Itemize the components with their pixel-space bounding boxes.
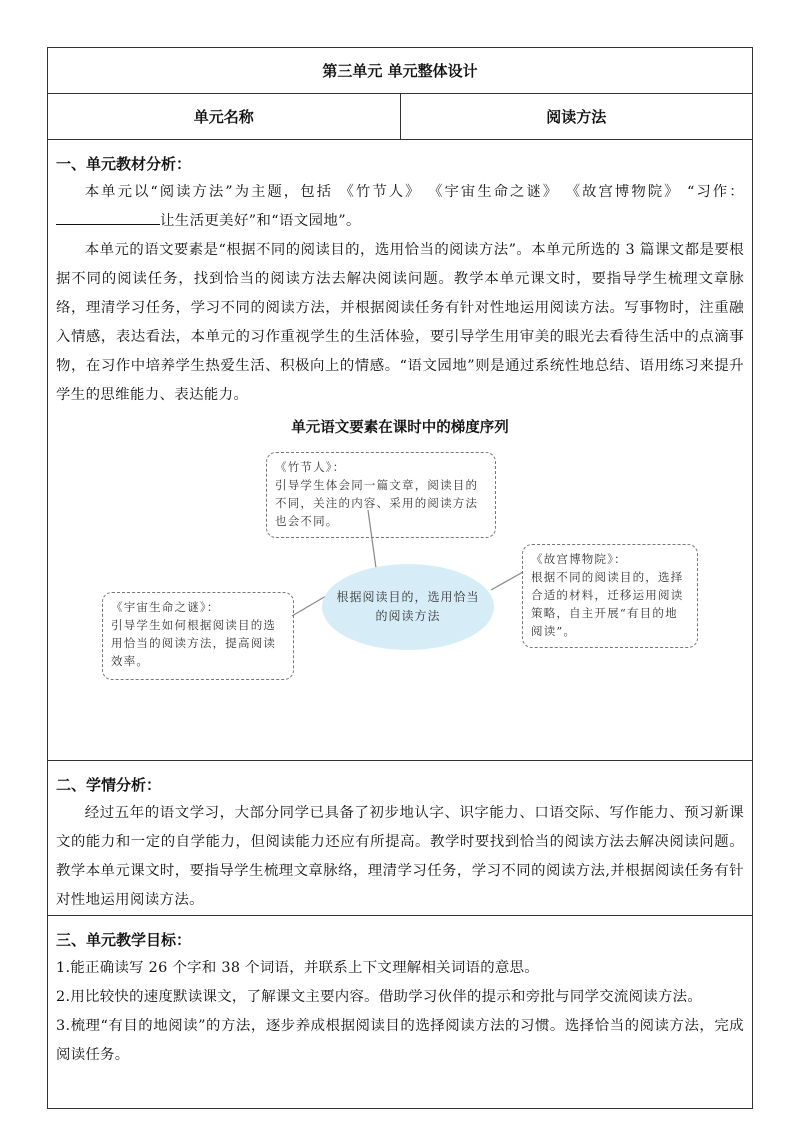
table-title: 第三单元 单元整体设计 [48,48,752,94]
box-title: 《竹节人》： [275,460,346,474]
paragraph-text: 让生活更美好”和“语文园地”。 [160,213,361,229]
paragraph: 本单元的语文要素是“根据不同的阅读目的，选用恰当的阅读方法”。本单元所选的 3 篇课文都是要根据不同的阅读任务，找到恰当的阅读方法去解决阅读问题。教学本单元课文时，要指导学生梳理文章脉络，理清学习任务，学习不同的阅读方法，并根据阅读任务有针对性地运用阅读方法。写事物时，注重融入情感，表达看法，本单元的习作重视学生的生活体验，要引导学生用审美的眼光去看待生活中的点滴事物，在习作中培养学生热爱生活、积极向上的情感。“语文园地”则是通过系统性地总结、语用练习来提升学生的思维能力、表达能力。 [56,242,744,403]
paragraph [56,178,744,236]
textbook-analysis-section [48,140,752,761]
objective-item: 3.梳理“有目的地阅读”的方法，逐步养成根据阅读目的选择阅读方法的习惯。选择恰当的阅读方法，完成阅读任务。 [56,1018,744,1063]
unit-name-row [48,94,752,140]
paragraph: 经过五年的语文学习，大部分同学已具备了初步地认字、识字能力、口语交际、写作能力、预习新课文的能力和一定的自学能力，但阅读能力还应有所提高。教学时要找到恰当的阅读方法去解决阅读问题。教学本单元课文时，要指导学生梳理文章脉络，理清学习任务，学习不同的阅读方法,并根据阅读任务有针对性地运用阅读方法。 [56,805,744,908]
section-heading: 一、单元教材分析： [56,155,192,173]
text-box-yuzhou [102,592,294,680]
objective-item: 1.能正确读写 26 个字和 38 个词语，并联系上下文理解相关词语的意思。 [56,960,539,976]
fill-in-blank [56,210,160,225]
section-heading: 二、学情分析： [56,776,162,794]
box-title: 《故宫博物院》： [531,552,627,566]
text-box-gugong [522,544,698,648]
unit-name-value: 阅读方法 [546,108,607,126]
section-heading: 三、单元教学目标： [56,931,192,949]
diagram-title: 单元语文要素在课时中的梯度序列 [291,420,509,436]
objective-item: 2.用比较快的速度默读课文，了解课文主要内容。借助学习伙伴的提示和旁批与同学交流阅读方法。 [56,989,703,1005]
teaching-objectives-section [48,916,752,1108]
box-title: 《宇宙生命之谜》： [111,600,220,614]
box-body: 引导学生体会同一篇文章，阅读目的不同，关注的内容、采用的阅读方法也会不同。 [275,478,479,528]
center-node: 根据阅读目的，选用恰当的阅读方法 [322,564,494,650]
box-body: 根据不同的阅读目的，选择合适的材料，迁移运用阅读策略，自主开展“有目的地阅读”。 [531,570,684,638]
unit-name-label: 单元名称 [48,94,401,139]
box-body: 引导学生如何根据阅读目的选用恰当的阅读方法，提高阅读效率。 [111,618,277,668]
mind-map-diagram [56,446,744,686]
text-box-zhujieren [266,452,496,538]
paragraph-text: 本单元以“阅读方法”为主题，包括 《竹节人》 《宇宙生命之谜》 《故宫博物院》 “习作： [84,184,744,200]
unit-design-table [47,47,753,1109]
learner-analysis-section [48,761,752,916]
